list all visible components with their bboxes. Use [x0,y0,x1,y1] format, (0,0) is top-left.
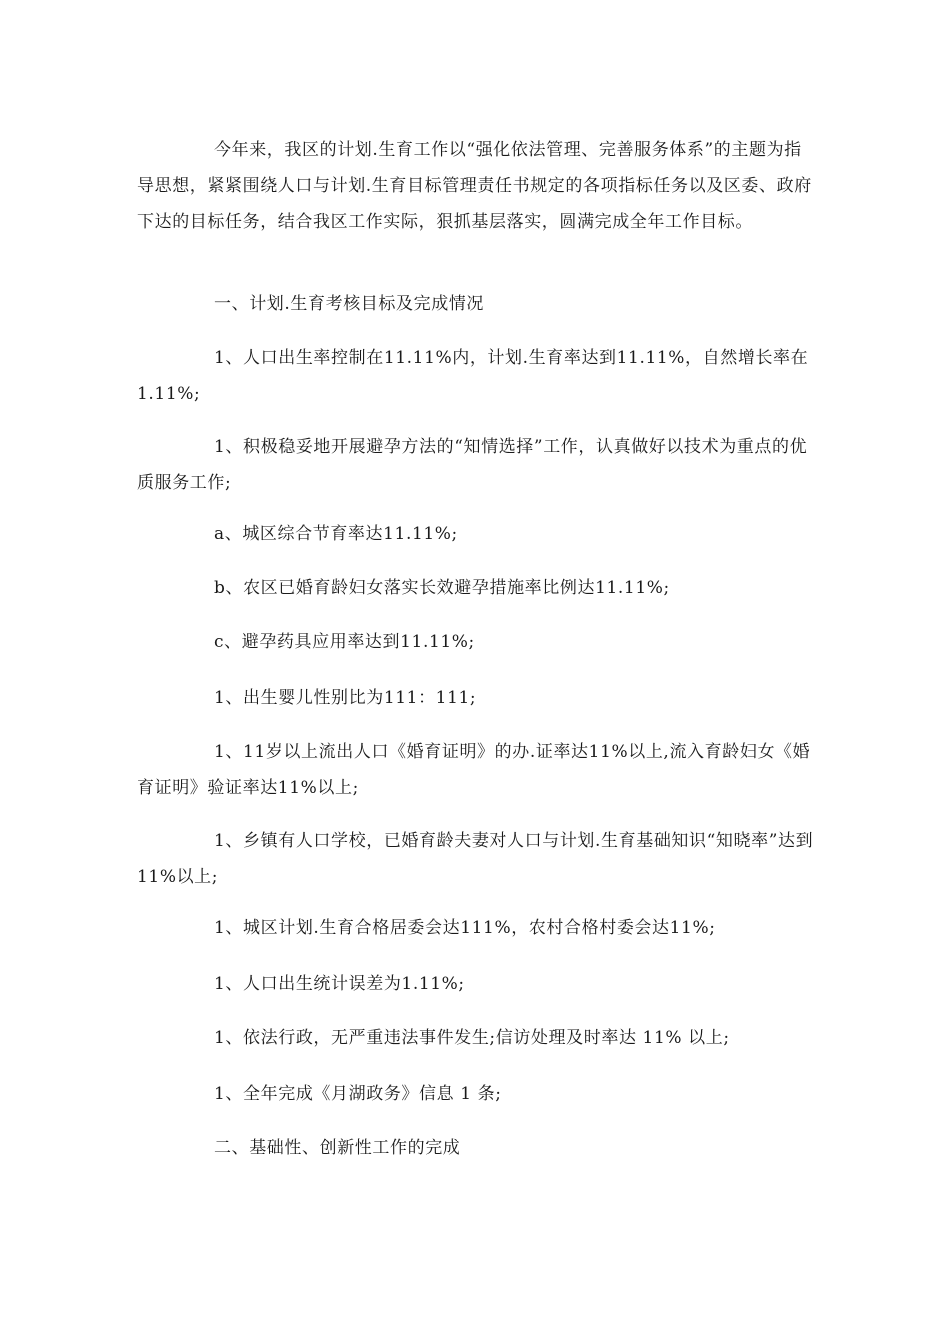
target-item-law-enforcement: 1、依法行政，无严重违法事件发生;信访处理及时率达 11% 以上; [214,1028,730,1048]
target-item-government-info: 1、全年完成《月湖政务》信息 1 条; [214,1084,502,1104]
target-item-qualified-committees: 1、城区计划.生育合格居委会达111%，农村合格村委会达11%; [214,918,716,938]
section-heading-1: 一、计划.生育考核目标及完成情况 [214,294,485,314]
intro-paragraph: 今年来，我区的计划.生育工作以“强化依法管理、完善服务体系”的主题为指导思想，紧紧围绕人口与计划.生育目标管理责任书规定的各项指标任务以及区委、政府下达的目标任务，结合我区工作实际，狠抓基层落实，圆满完成全年工作目标。 [137,140,812,232]
target-item-statistics-error: 1、人口出生统计误差为1.11%; [214,974,465,994]
target-item-awareness-rate: 1、乡镇有人口学校，已婚育龄夫妻对人口与计划.生育基础知识“知晓率”达到11%以上; [137,831,814,887]
target-subitem-c: c、避孕药具应用率达到11.11%; [214,632,475,652]
section-heading-2: 二、基础性、创新性工作的完成 [214,1138,461,1158]
target-subitem-a: a、城区综合节育率达11.11%; [214,524,458,544]
target-item-contraception: 1、积极稳妥地开展避孕方法的“知情选择”工作，认真做好以技术为重点的优质服务工作; [137,437,808,493]
target-item-birth-rate: 1、人口出生率控制在11.11%内，计划.生育率达到11.11%，自然增长率在1.11%; [137,348,809,404]
target-item-sex-ratio: 1、出生婴儿性别比为111：111; [214,688,477,708]
target-item-migrant-certificates: 1、11岁以上流出人口《婚育证明》的办.证率达11%以上,流入育龄妇女《婚育证明》验证率达11%以上; [137,742,811,798]
target-subitem-b: b、农区已婚育龄妇女落实长效避孕措施率比例达11.11%; [214,578,670,598]
